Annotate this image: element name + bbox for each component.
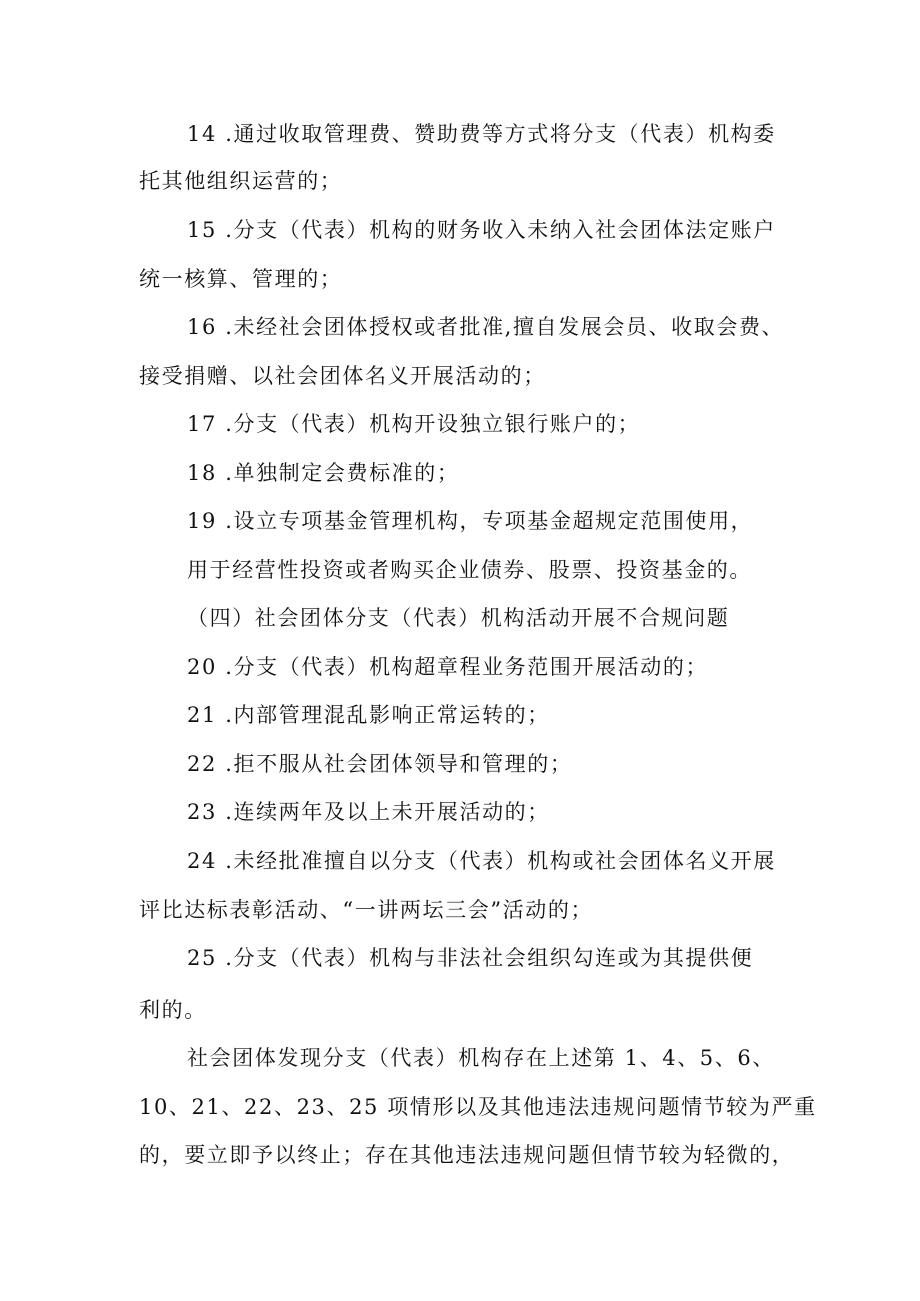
section-heading-4: （四）社会团体分支（代表）机构活动开展不合规问题: [187, 606, 730, 630]
item-25-line-1: 25 .分支（代表）机构与非法社会组织勾连或为其提供便: [187, 946, 754, 970]
item-16-line-2: 接受捐赠、以社会团体名义开展活动的；: [139, 364, 546, 388]
item-24-line-1: 24 .未经批准擅自以分支（代表）机构或社会团体名义开展: [187, 849, 776, 873]
item-14-line-2: 托其他组织运营的；: [139, 169, 343, 193]
item-20: 20 .分支（代表）机构超章程业务范围开展活动的；: [187, 655, 709, 679]
item-21: 21 .内部管理混乱影响正常运转的；: [187, 703, 550, 727]
item-19-line-1: 19 .设立专项基金管理机构，专项基金超规定范围使用，: [187, 509, 754, 533]
item-14-line-1: 14 .通过收取管理费、赞助费等方式将分支（代表）机构委: [187, 122, 776, 146]
closing-paragraph-line-1: 社会团体发现分支（代表）机构存在上述第 1、4、5、6、: [187, 1046, 775, 1070]
item-25-line-2: 利的。: [139, 998, 207, 1022]
item-24-line-2: 评比达标表彰活动、“一讲两坛三会”活动的；: [139, 898, 594, 922]
closing-paragraph-line-2: 10、21、22、23、25 项情形以及其他违法违规问题情节较为严重: [139, 1095, 817, 1119]
item-15-line-2: 统一核算、管理的；: [139, 267, 343, 291]
item-19-line-2: 用于经营性投资或者购买企业债券、股票、投资基金的。: [187, 558, 752, 582]
item-23: 23 .连续两年及以上未开展活动的；: [187, 800, 550, 824]
closing-paragraph-line-3: 的，要立即予以终止；存在其他违法违规问题但情节较为轻微的，: [139, 1143, 795, 1167]
item-22: 22 .拒不服从社会团体领导和管理的；: [187, 752, 573, 776]
item-15-line-1: 15 .分支（代表）机构的财务收入未纳入社会团体法定账户: [187, 218, 776, 242]
item-18: 18 .单独制定会费标准的；: [187, 461, 460, 485]
item-16-line-1: 16 .未经社会团体授权或者批准,擅自发展会员、收取会费、: [187, 315, 785, 339]
item-17: 17 .分支（代表）机构开设独立银行账户的；: [187, 412, 641, 436]
